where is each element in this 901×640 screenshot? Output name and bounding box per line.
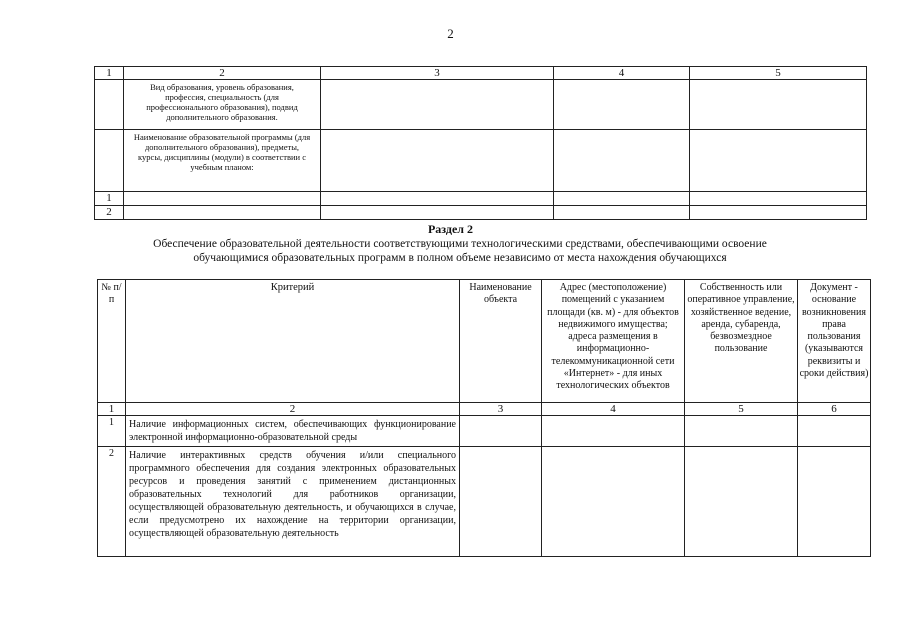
empty-cell bbox=[554, 206, 690, 220]
empty-cell bbox=[685, 416, 798, 447]
column-header-ownership: Собственность или оперативное управление, хозяйственное ведение, аренда, субаренда, безвозмездное пользование bbox=[685, 280, 798, 403]
page-number: 2 bbox=[447, 26, 454, 41]
program-table-col-number: 4 bbox=[554, 67, 690, 80]
table-row bbox=[98, 416, 871, 447]
program-table bbox=[94, 66, 867, 220]
row-number bbox=[95, 80, 124, 130]
table-row bbox=[95, 80, 867, 130]
column-number: 5 bbox=[685, 403, 798, 416]
criterion-text: Наличие интерактивных средств обучения и/или специального программного обеспечения для создания электронных образовательных ресурсов и проведения занятий с применением дистанционных образовательных технологий для работников организации, осуществляющей образовательную деятельность, и обучающихся в случае, если предусмотрено их нахождение на территории организации, осуществляющей образовательную деятельность bbox=[126, 447, 460, 557]
program-table-col-number: 2 bbox=[124, 67, 321, 80]
column-number: 1 bbox=[98, 403, 126, 416]
empty-cell bbox=[690, 192, 867, 206]
empty-cell bbox=[554, 192, 690, 206]
empty-cell bbox=[321, 206, 554, 220]
column-header-object-name: Наименование объекта bbox=[460, 280, 542, 403]
empty-cell bbox=[542, 447, 685, 557]
empty-cell bbox=[124, 192, 321, 206]
column-header-address: Адрес (местоположение) помещений с указанием площади (кв. м) - для объектов недвижимого имущества; адреса размещения в информационно-телекоммуникационной сети «Интернет» - для иных технологических объектов bbox=[542, 280, 685, 403]
column-number: 4 bbox=[542, 403, 685, 416]
criteria-table bbox=[97, 279, 871, 557]
column-header-document: Документ - основание возникновения права пользования (указываются реквизиты и сроки действия) bbox=[798, 280, 871, 403]
row-number: 2 bbox=[98, 447, 126, 557]
column-number: 6 bbox=[798, 403, 871, 416]
row-number: 1 bbox=[98, 416, 126, 447]
program-table-col-number: 3 bbox=[321, 67, 554, 80]
empty-cell bbox=[690, 130, 867, 192]
criteria-table-number-row bbox=[98, 403, 871, 416]
row-number: 2 bbox=[95, 206, 124, 220]
column-number: 2 bbox=[126, 403, 460, 416]
education-type-label: Вид образования, уровень образования, профессия, специальность (для профессионального образования), подвид дополнительного образования. bbox=[124, 80, 321, 130]
empty-cell bbox=[460, 447, 542, 557]
empty-cell bbox=[460, 416, 542, 447]
column-header-number: № п/п bbox=[98, 280, 126, 403]
column-header-criterion: Критерий bbox=[126, 280, 460, 403]
empty-cell bbox=[685, 447, 798, 557]
program-table-col-number: 5 bbox=[690, 67, 867, 80]
table-row bbox=[95, 192, 867, 206]
empty-cell bbox=[124, 206, 321, 220]
section-subtitle: Обеспечение образовательной деятельности соответствующими технологическими средствами, обеспечивающими освоение обучающимися образовательных программ в полном объеме независимо от места нахождения обучающихся bbox=[153, 238, 767, 264]
empty-cell bbox=[321, 192, 554, 206]
section-title: Раздел 2 bbox=[427, 222, 474, 236]
table-row bbox=[95, 206, 867, 220]
program-table-col-number: 1 bbox=[95, 67, 124, 80]
row-number: 1 bbox=[95, 192, 124, 206]
row-number bbox=[95, 130, 124, 192]
empty-cell bbox=[690, 206, 867, 220]
empty-cell bbox=[542, 416, 685, 447]
criterion-text: Наличие информационных систем, обеспечивающих функционирование электронной информационно-образовательной среды bbox=[126, 416, 460, 447]
criteria-table-header-row bbox=[98, 280, 871, 403]
empty-cell bbox=[690, 80, 867, 130]
empty-cell bbox=[798, 447, 871, 557]
program-table-header-row bbox=[95, 67, 867, 80]
empty-cell bbox=[554, 80, 690, 130]
empty-cell bbox=[798, 416, 871, 447]
table-row bbox=[95, 130, 867, 192]
program-name-label: Наименование образовательной программы (для дополнительного образования), предметы, курсы, дисциплины (модули) в соответствии с учебным планом: bbox=[124, 130, 321, 192]
empty-cell bbox=[321, 130, 554, 192]
empty-cell bbox=[554, 130, 690, 192]
column-number: 3 bbox=[460, 403, 542, 416]
empty-cell bbox=[321, 80, 554, 130]
table-row bbox=[98, 447, 871, 557]
